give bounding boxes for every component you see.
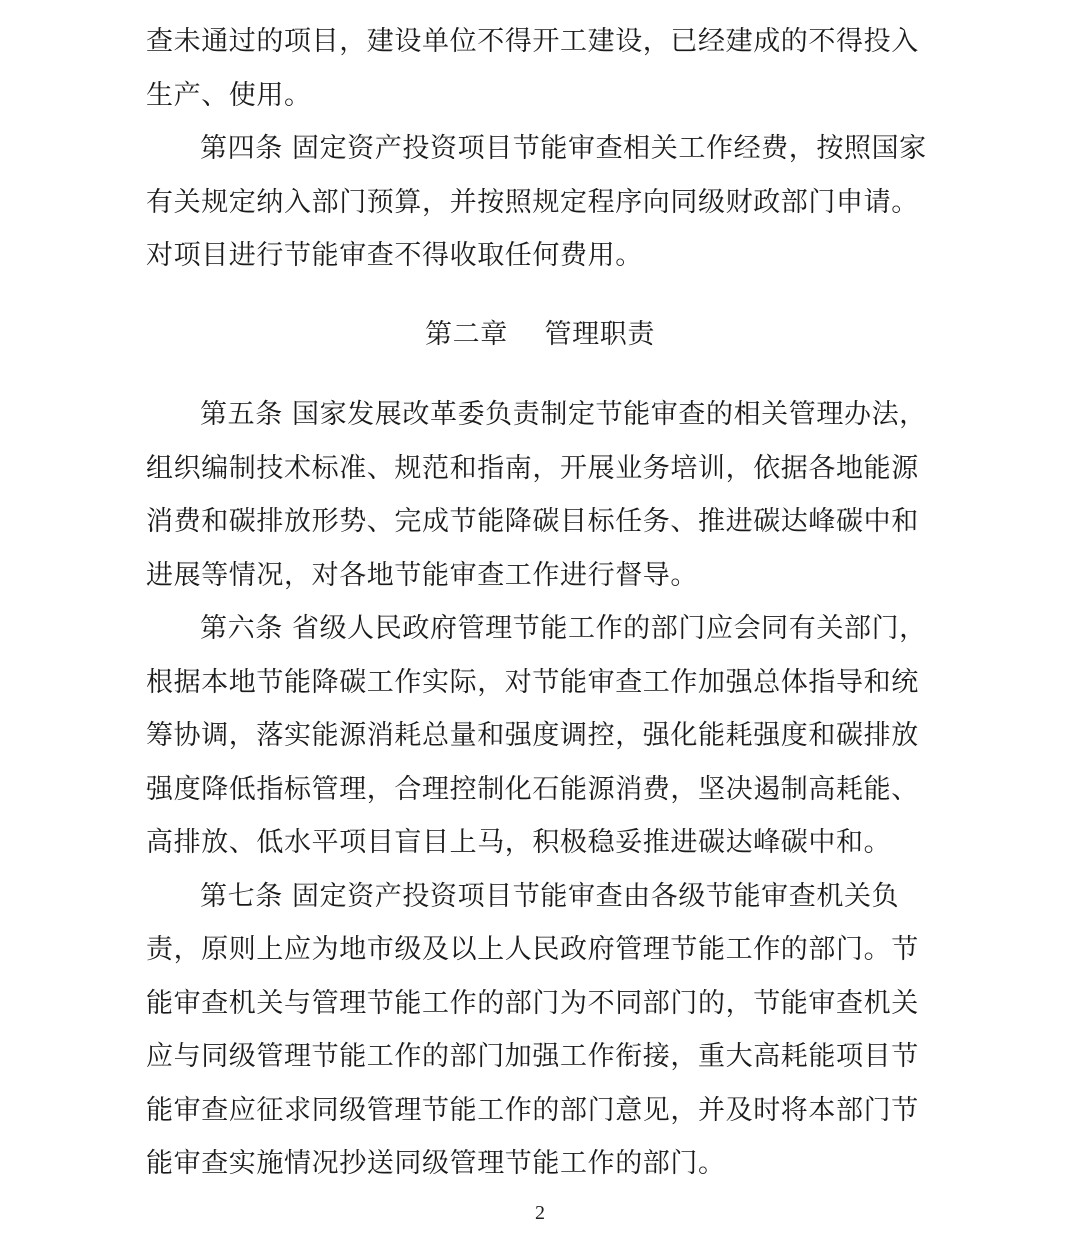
paragraph-continued-line-2: 生产、使用。 <box>146 80 312 111</box>
article-5-line-1: 第五条 国家发展改革委负责制定节能审查的相关管理办法， <box>200 399 927 430</box>
article-7-line-3: 能审查机关与管理节能工作的部门为不同部门的，节能审查机关 <box>146 988 919 1019</box>
article-4-line-2: 有关规定纳入部门预算，并按照规定程序向同级财政部门申请。 <box>146 187 919 218</box>
article-7-line-5: 能审查应征求同级管理节能工作的部门意见，并及时将本部门节 <box>146 1095 919 1126</box>
chapter-heading: 第二章 管理职责 <box>425 319 655 350</box>
article-5-line-3: 消费和碳排放形势、完成节能降碳目标任务、推进碳达峰碳中和 <box>146 506 919 537</box>
article-6-line-2: 根据本地节能降碳工作实际，对节能审查工作加强总体指导和统 <box>146 667 919 698</box>
article-6-line-1: 第六条 省级人民政府管理节能工作的部门应会同有关部门， <box>200 613 927 644</box>
article-7-line-1: 第七条 固定资产投资项目节能审查由各级节能审查机关负 <box>200 881 900 912</box>
article-7-line-2: 责，原则上应为地市级及以上人民政府管理节能工作的部门。节 <box>146 934 919 965</box>
article-7-line-6: 能审查实施情况抄送同级管理节能工作的部门。 <box>146 1148 726 1179</box>
article-4-line-1: 第四条 固定资产投资项目节能审查相关工作经费，按照国家 <box>200 133 927 164</box>
article-6-line-5: 高排放、低水平项目盲目上马，积极稳妥推进碳达峰碳中和。 <box>146 827 892 858</box>
article-5-line-4: 进展等情况，对各地节能审查工作进行督导。 <box>146 560 698 591</box>
page-number: 2 <box>535 1202 545 1224</box>
article-6-line-3: 筹协调，落实能源消耗总量和强度调控，强化能耗强度和碳排放 <box>146 720 919 751</box>
article-5-line-2: 组织编制技术标准、规范和指南，开展业务培训，依据各地能源 <box>146 453 919 484</box>
article-6-line-4: 强度降低指标管理，合理控制化石能源消费，坚决遏制高耗能、 <box>146 774 919 805</box>
article-4-line-3: 对项目进行节能审查不得收取任何费用。 <box>146 240 643 271</box>
article-7-line-4: 应与同级管理节能工作的部门加强工作衔接，重大高耗能项目节 <box>146 1041 919 1072</box>
paragraph-continued-line-1: 查未通过的项目，建设单位不得开工建设，已经建成的不得投入 <box>146 26 919 57</box>
